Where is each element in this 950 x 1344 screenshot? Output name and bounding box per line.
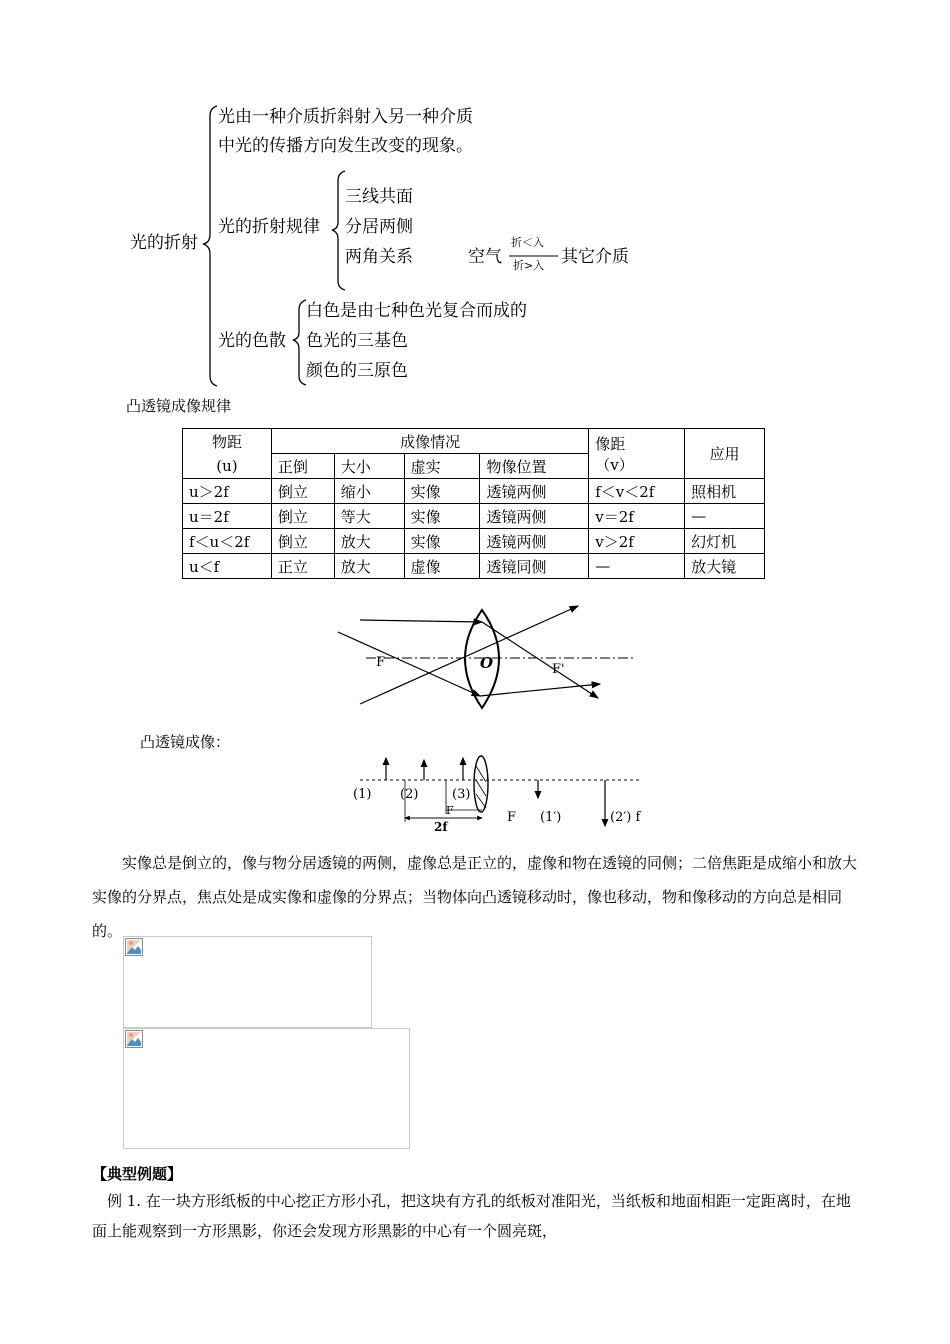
subheader-cell: 正倒 — [271, 454, 334, 479]
definition-line-1: 光由一种介质折斜射入另一种介质 — [218, 107, 473, 127]
table-cell: f＜v＜2f — [589, 479, 685, 504]
subheader-cell: 物像位置 — [480, 454, 589, 479]
table-cell: u＜f — [183, 554, 272, 579]
law-item: 分居两侧 — [345, 217, 413, 237]
broken-image-icon — [125, 1030, 143, 1048]
table-cell: 放大 — [334, 554, 404, 579]
subheader-cell: 大小 — [334, 454, 404, 479]
table-row — [183, 529, 765, 554]
table-cell: 实像 — [404, 529, 480, 554]
dispersion-item: 颜色的三原色 — [306, 361, 408, 381]
table-cell: 放大镜 — [685, 554, 765, 579]
position-label: (3) — [452, 787, 471, 802]
table-cell: 缩小 — [334, 479, 404, 504]
table-cell: 虚像 — [404, 554, 480, 579]
definition-line-2: 中光的传播方向发生改变的现象。 — [218, 136, 473, 156]
table-cell: — — [685, 504, 765, 529]
table-row — [183, 554, 765, 579]
table-cell: 等大 — [334, 504, 404, 529]
table-cell: v＝2f — [589, 504, 685, 529]
focus-label: F — [446, 804, 454, 817]
object-image-position-diagram — [350, 752, 650, 832]
table-cell: 透镜两侧 — [480, 504, 589, 529]
header-imaging: 成像情况 — [271, 429, 588, 454]
lens-imaging-table — [182, 428, 765, 579]
subheader-cell: 虚实 — [404, 454, 480, 479]
table-cell: f＜u＜2f — [183, 529, 272, 554]
angle-top: 折＜入 — [511, 236, 544, 249]
image-placeholder — [123, 936, 372, 1028]
broken-image-icon — [125, 938, 143, 956]
right-focus-label: F' — [552, 662, 565, 677]
image-label: (2′) f — [610, 810, 641, 825]
header-u-line2: (u) — [183, 454, 272, 479]
refraction-root: 光的折射 — [130, 233, 198, 253]
table-title: 凸透镜成像规律 — [126, 397, 232, 415]
position-label: (2) — [400, 787, 419, 802]
table-cell: v＞2f — [589, 529, 685, 554]
table-cell: 幻灯机 — [685, 529, 765, 554]
table-cell: 透镜同侧 — [480, 554, 589, 579]
table-header-row — [183, 429, 765, 454]
table-cell: 正立 — [271, 554, 334, 579]
position-label: (1) — [353, 787, 372, 802]
angle-bottom: 折>入 — [513, 259, 545, 272]
header-app: 应用 — [685, 429, 765, 479]
table-cell: 实像 — [404, 479, 480, 504]
table-row — [183, 504, 765, 529]
examples-heading: 【典型例题】 — [92, 1165, 183, 1183]
dispersion-label: 光的色散 — [218, 331, 286, 351]
header-v-line1: 像距 — [595, 434, 626, 453]
table-cell: 倒立 — [271, 529, 334, 554]
dispersion-item: 色光的三基色 — [306, 331, 408, 351]
image-label: (1′) — [540, 810, 562, 825]
optical-center-label: O — [480, 654, 494, 672]
table-cell: 倒立 — [271, 504, 334, 529]
header-v — [589, 429, 685, 479]
law-item: 两角关系 — [345, 247, 413, 267]
angle-left-medium: 空气 — [468, 247, 502, 267]
angle-right-medium: 其它介质 — [561, 247, 629, 267]
table-cell: 透镜两侧 — [480, 529, 589, 554]
left-focus-label: F — [376, 655, 386, 670]
table-cell: — — [589, 554, 685, 579]
summary-paragraph: 实像总是倒立的，像与物分居透镜的两侧，虚像总是正立的，虚像和物在透镜的同侧；二倍焦距是成缩小和放大实像的分界点，焦点处是成实像和虚像的分界点；当物体向凸透镜移动时，像也移动，物和像移动的方向总是相同的。 — [92, 854, 858, 940]
table-cell: u＝2f — [183, 504, 272, 529]
two-f-label: 2f — [434, 820, 448, 832]
table-cell: 透镜两侧 — [480, 479, 589, 504]
imaging-title: 凸透镜成像： — [140, 733, 231, 751]
header-v-line2: （v） — [595, 455, 634, 474]
table-row — [183, 479, 765, 504]
law-label: 光的折射规律 — [218, 217, 320, 237]
table-cell: 倒立 — [271, 479, 334, 504]
table-cell: 照相机 — [685, 479, 765, 504]
table-cell: 实像 — [404, 504, 480, 529]
convex-lens-ray-diagram — [330, 600, 640, 712]
focus-label: F — [507, 810, 517, 825]
bracket-lines — [0, 0, 950, 400]
law-item: 三线共面 — [345, 187, 413, 207]
example-1: 例 1. 在一块方形纸板的中心挖正方形小孔，把这块有方孔的纸板对准阳光，当纸板和地面相距一定距离时，在地面上能观察到一方形黑影，你还会发现方形黑影的中心有一个圆亮斑， — [92, 1192, 851, 1240]
table-cell: 放大 — [334, 529, 404, 554]
table-cell: u＞2f — [183, 479, 272, 504]
image-placeholder — [123, 1028, 410, 1149]
header-u-line1: 物距 — [183, 429, 272, 454]
dispersion-item: 白色是由七种色光复合而成的 — [306, 301, 527, 321]
